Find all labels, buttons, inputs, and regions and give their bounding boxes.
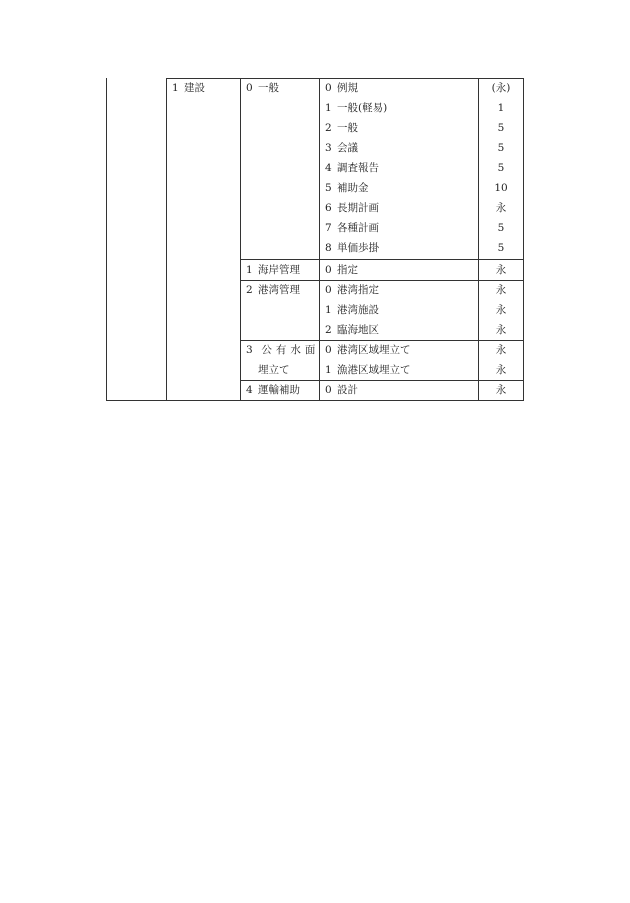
table-row: 4 調査報告 xyxy=(325,162,379,174)
group-label: 一般 xyxy=(258,82,279,94)
retention-cell: 5 xyxy=(497,222,505,234)
retention-cell: 永 xyxy=(495,324,507,336)
category-cell xyxy=(172,78,205,98)
table-row: 2 一般 xyxy=(325,122,358,134)
retention-cell: (永) xyxy=(491,82,511,94)
table-row: 1 港湾施設 xyxy=(325,304,379,316)
column-divider-1 xyxy=(166,78,167,401)
retention-cell: 永 xyxy=(495,264,507,276)
group-cell: 3 公有水面 xyxy=(246,344,320,356)
retention-cell: 5 xyxy=(497,122,505,134)
classification-table xyxy=(106,78,524,401)
table-row: 8 単価歩掛 xyxy=(325,242,379,254)
table-row: 7 各種計画 xyxy=(325,222,379,234)
retention-cell: 永 xyxy=(495,284,507,296)
table-row: 0 指定 xyxy=(325,264,358,276)
table-row: 0 例規 xyxy=(325,82,358,94)
table-row: 5 補助金 xyxy=(325,182,369,194)
table-row: 6 長期計画 xyxy=(325,202,379,214)
retention-cell: 永 xyxy=(495,364,507,376)
table-row: 0 設計 xyxy=(325,384,358,396)
table-border-left xyxy=(106,78,107,401)
column-divider-2 xyxy=(240,78,241,401)
group-cell: 2 港湾管理 xyxy=(246,284,300,296)
retention-cell: 5 xyxy=(497,242,505,254)
table-row: 2 臨海地区 xyxy=(325,324,379,336)
retention-cell: 永 xyxy=(495,344,507,356)
group-cell: 4 運輸補助 xyxy=(246,384,300,396)
table-row: 0 港湾区域埋立て xyxy=(325,344,411,356)
category-label: 建設 xyxy=(184,82,205,94)
group-label: 公有水面 xyxy=(261,344,320,356)
retention-cell: 5 xyxy=(497,162,505,174)
retention-cell: 永 xyxy=(495,202,507,214)
group-label: 海岸管理 xyxy=(258,264,300,276)
group-label: 港湾管理 xyxy=(258,284,300,296)
table-row: 0 港湾指定 xyxy=(325,284,379,296)
category-number: 1 xyxy=(172,82,179,94)
table-row: 3 会議 xyxy=(325,142,358,154)
retention-cell: 5 xyxy=(497,142,505,154)
table-border-bottom xyxy=(106,400,524,401)
group-cell: 0 一般 xyxy=(246,82,279,94)
retention-cell: 10 xyxy=(494,182,508,194)
table-row: 1 一般(軽易) xyxy=(325,102,388,114)
retention-cell: 永 xyxy=(495,384,507,396)
retention-cell: 永 xyxy=(495,304,507,316)
table-row: 1 漁港区域埋立て xyxy=(325,364,411,376)
retention-cell: 1 xyxy=(497,102,505,114)
group-label-line2: 埋立て xyxy=(258,364,290,376)
group-label: 運輸補助 xyxy=(258,384,300,396)
group-cell: 1 海岸管理 xyxy=(246,264,300,276)
